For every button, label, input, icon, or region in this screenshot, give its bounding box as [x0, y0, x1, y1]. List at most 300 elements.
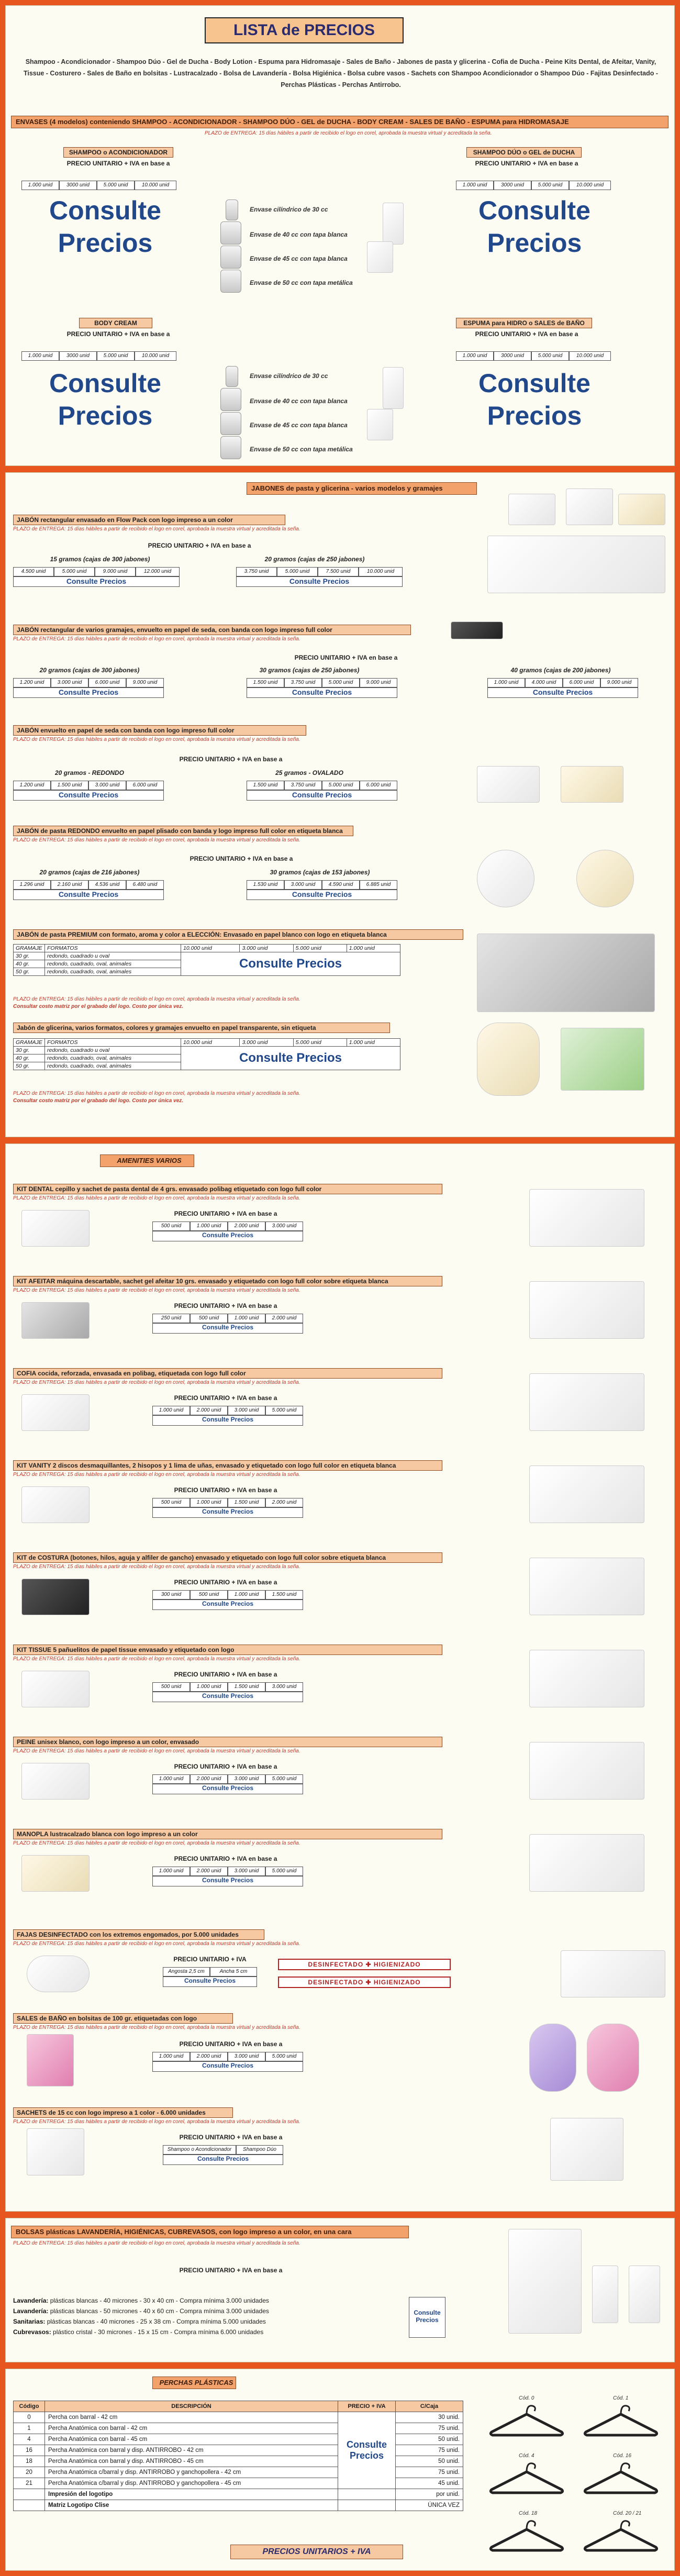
- page-title: LISTA de PRECIOS: [205, 17, 404, 43]
- bolsas-note: PLAZO de ENTREGA: 15 días hábiles a partir de recibido el logo en corel, aprobada la muestra virtual y acreditada la seña.: [13, 2240, 300, 2246]
- amenity-qty: [152, 1590, 303, 1600]
- amenity-photo: [21, 1579, 90, 1615]
- jabon-group-label: 30 gramos (cajas de 153 jabones): [270, 869, 370, 876]
- qty-cell: Ancha 5 cm: [210, 1967, 257, 1977]
- soap-photo: [477, 850, 534, 907]
- sachets-consulte: Consulte Precios: [163, 2155, 283, 2165]
- block-shampoo-title: SHAMPOO o ACONDICIONADOR: [63, 147, 173, 158]
- envase-label: Envase de 50 cc con tapa metálica: [250, 279, 353, 286]
- qty-cell: 1.000 unid: [152, 2052, 190, 2061]
- table-head-cell: 1.000 unid: [347, 945, 400, 952]
- qty-cell: 5.000 unid: [531, 351, 569, 361]
- qty-cell: 9.000 unid: [360, 678, 397, 687]
- qty-cell: 5.000 unid: [265, 1774, 303, 1784]
- jabon-consulte: Consulte Precios: [247, 687, 397, 698]
- qty-cell: 3000 unid: [494, 351, 531, 361]
- sachets-cols: [163, 2145, 283, 2155]
- sales-photo: [27, 2034, 74, 2086]
- qty-cell: 10.000 unid: [569, 351, 611, 361]
- amenity-photo: [21, 1210, 90, 1247]
- qty-cell: 500 unid: [152, 1222, 190, 1231]
- table-row: 16 Percha Anatómica con barral y disp. ANTIRROBO - 42 cm 75 unid.: [14, 2445, 463, 2456]
- glicerina-consulte: Consulte Precios: [181, 1047, 400, 1070]
- table-head-cell: 5.000 unid: [293, 1039, 347, 1047]
- jabon-qty: [13, 678, 164, 687]
- qty-cell: 6.000 unid: [126, 781, 164, 790]
- jabon-note: PLAZO de ENTREGA: 15 días hábiles a partir de recibido el logo en corel, aprobada la muestra virtual y acreditada la seña.: [13, 526, 300, 532]
- table-head-cell: DESCRIPCIÓN: [45, 2401, 338, 2412]
- sales-qty: [152, 2052, 303, 2061]
- jabon-qty: [487, 678, 638, 687]
- table-row: 0 Percha con barral - 42 cm Consulte Precios 30 unid.: [14, 2412, 463, 2423]
- amenity-title: PEINE unisex blanco, con logo impreso a un color, envasado: [13, 1737, 442, 1747]
- amenity-price-label: PRECIO UNITARIO + IVA en base a: [174, 1763, 277, 1770]
- envases-panel: [5, 5, 675, 466]
- bottle-40cc-image: [220, 221, 241, 245]
- amenity-note: PLAZO de ENTREGA: 15 días hábiles a partir de recibido el logo en corel, aprobada la muestra virtual y acreditada la seña.: [13, 1941, 300, 1947]
- jabon-group-label: 25 gramos - OVALADO: [275, 769, 343, 776]
- qty-cell: 10.000 unid: [569, 181, 611, 190]
- qty-cell: 3.000 unid: [51, 678, 88, 687]
- fajas-title: FAJAS DESINFECTADO con los extremos engomados, por 5.000 unidades: [13, 1929, 264, 1940]
- amenity-photo: [21, 1763, 90, 1800]
- envase-label: Envase de 50 cc con tapa metálica: [250, 446, 353, 453]
- premium-table: [13, 944, 400, 976]
- fajas-price-label: PRECIO UNITARIO + IVA: [173, 1956, 247, 1963]
- qty-cell: 1.000 unid: [152, 1867, 190, 1876]
- jabon-note: PLAZO de ENTREGA: 15 días hábiles a partir de recibido el logo en corel, aprobada la muestra virtual y acreditada la seña.: [13, 1091, 300, 1096]
- amenity-price-label: PRECIO UNITARIO + IVA en base a: [174, 1671, 277, 1678]
- table-row: 18 Percha Anatómica con barral y disp. ANTIRROBO - 45 cm 50 unid.: [14, 2456, 463, 2467]
- qty-cell: 1.500 unid: [265, 1590, 303, 1600]
- bottle-30cc-image: [226, 199, 238, 220]
- amenity-photo: [529, 1742, 644, 1800]
- qty-cell: 2.000 unid: [265, 1314, 303, 1323]
- premium-soap-photo: [477, 934, 655, 1012]
- glicerina-soap-photo: [477, 1023, 540, 1096]
- amenity-note: PLAZO de ENTREGA: 15 días hábiles a partir de recibido el logo en corel, aprobada la muestra virtual y acreditada la seña.: [13, 1195, 300, 1201]
- amenity-note: PLAZO de ENTREGA: 15 días hábiles a partir de recibido el logo en corel, aprobada la muestra virtual y acreditada la seña.: [13, 2025, 300, 2030]
- hanger-caption: Cód. 18: [519, 2511, 538, 2516]
- amenity-title: KIT DENTAL cepillo y sachet de pasta dental de 4 grs. envasado polibag etiquetado con logo full color: [13, 1184, 442, 1194]
- jabones-panel: [5, 472, 675, 1137]
- qty-cell: 5.000 unid: [265, 1406, 303, 1415]
- qty-cell: 3.000 unid: [284, 880, 322, 890]
- block-espuma-qty: [456, 351, 611, 361]
- qty-cell: 500 unid: [152, 1682, 190, 1692]
- jabon-qty: [247, 781, 397, 790]
- qty-cell: 3.000 unid: [88, 781, 126, 790]
- block-espuma-title: ESPUMA para HIDRO o SALES de BAÑO: [456, 318, 592, 328]
- qty-cell: 5.000 unid: [265, 2052, 303, 2061]
- block-duo-consulte: Consulte Precios: [478, 196, 590, 258]
- qty-cell: 1.000 unid: [21, 351, 59, 361]
- amenities-banner: AMENITIES VARIOS: [100, 1154, 194, 1167]
- amenity-qty: [152, 1498, 303, 1507]
- amenity-photo: [21, 1855, 90, 1892]
- qty-cell: 3.750 unid: [236, 567, 277, 576]
- qty-cell: 2.000 unid: [190, 1406, 228, 1415]
- jabon-item-title: JABÓN envuelto en papel de seda con banda con logo impreso full color: [13, 725, 306, 736]
- jabon-consulte: Consulte Precios: [13, 687, 164, 698]
- amenity-title: KIT VANITY 2 discos desmaquillantes, 2 hisopos y 1 lima de uñas, envasado y etiquetado con logo full color en etiqueta blanca: [13, 1460, 442, 1471]
- jabones-banner: JABONES de pasta y glicerina - varios modelos y gramajes: [247, 482, 477, 495]
- jabon-qty: [247, 880, 397, 890]
- faja-strip: DESINFECTADO ✚ HIGIENIZADO: [278, 1959, 451, 1970]
- amenity-photo: [21, 1671, 90, 1707]
- table-row: Matriz Logotipo Clise ÚNICA VEZ: [14, 2500, 463, 2511]
- amenity-consulte: Consulte Precios: [152, 1507, 303, 1518]
- qty-cell: 1.500 unid: [247, 781, 284, 790]
- jabon-item-title: JABÓN rectangular envasado en Flow Pack con logo impreso a un color: [13, 515, 285, 525]
- amenity-title: KIT de COSTURA (botones, hilos, aguja y alfiler de gancho) envasado y etiquetado con logo full color sobre etiqueta blanca: [13, 1552, 442, 1563]
- amenity-price-label: PRECIO UNITARIO + IVA en base a: [174, 1210, 277, 1217]
- sachets-photo: [550, 2118, 623, 2181]
- jabon-consulte: Consulte Precios: [236, 576, 403, 587]
- table-head-cell: PRECIO + IVA: [338, 2401, 396, 2412]
- glicerina-footer: Consultar costo matriz por el grabado del logo. Costo por única vez.: [13, 1098, 184, 1104]
- faja-photo: [561, 1950, 665, 1997]
- bolsa-photo: [508, 2229, 582, 2334]
- block-body-title: BODY CREAM: [79, 318, 152, 328]
- table-row: 1 Percha Anatómica con barral - 42 cm 75 unid.: [14, 2423, 463, 2434]
- sales-price-label: PRECIO UNITARIO + IVA en base a: [179, 2040, 283, 2048]
- jabon-note: PLAZO de ENTREGA: 15 días hábiles a partir de recibido el logo en corel, aprobada la muestra virtual y acreditada la seña.: [13, 636, 300, 642]
- amenity-photo: [21, 1486, 90, 1523]
- qty-cell: 1.500 unid: [247, 678, 284, 687]
- jabon-group-label: 20 gramos (cajas de 216 jabones): [39, 869, 140, 876]
- qty-cell: 5.000 unid: [97, 181, 135, 190]
- qty-cell: 2.000 unid: [190, 1774, 228, 1784]
- qty-cell: Shampoo Dúo: [236, 2145, 283, 2155]
- envases-banner: ENVASES (4 modelos) conteniendo SHAMPOO - ACONDICIONADOR - SHAMPOO DÚO - GEL de DUCHA - BODY CREAM - SALES DE BAÑO - ESPUMA para HIDROMASAJE: [11, 116, 668, 128]
- table-head-cell: FORMATOS: [45, 1039, 181, 1047]
- jabon-price-label: PRECIO UNITARIO + IVA en base a: [189, 855, 293, 862]
- block-shampoo-price-label: PRECIO UNITARIO + IVA en base a: [66, 160, 170, 167]
- qty-cell: 5.000 unid: [531, 181, 569, 190]
- amenity-price-label: PRECIO UNITARIO + IVA en base a: [174, 1394, 277, 1402]
- qty-cell: 1.530 unid: [247, 880, 284, 890]
- amenity-title: COFIA cocida, reforzada, envasada en polibag, etiquetada con logo full color: [13, 1368, 442, 1379]
- amenity-consulte: Consulte Precios: [152, 1876, 303, 1886]
- amenity-note: PLAZO de ENTREGA: 15 días hábiles a partir de recibido el logo en corel, aprobada la muestra virtual y acreditada la seña.: [13, 1656, 300, 1662]
- hanger-caption: Cód. 16: [613, 2453, 632, 2459]
- envase-photo: [367, 409, 393, 440]
- qty-cell: 1.000 unid: [190, 1222, 228, 1231]
- premium-consulte: Consulte Precios: [181, 952, 400, 976]
- block-duo-title: SHAMPOO DÚO o GEL de DUCHA: [466, 147, 582, 158]
- jabon-price-label: PRECIO UNITARIO + IVA en base a: [179, 756, 283, 763]
- table-cell: redondo, cuadrado, oval, animales: [45, 960, 181, 968]
- qty-cell: 7.500 unid: [318, 567, 359, 576]
- faja-strip: DESINFECTADO ✚ HIGIENIZADO: [278, 1977, 451, 1988]
- table-cell: 50 gr.: [14, 1062, 45, 1070]
- sales-consulte: Consulte Precios: [152, 2061, 303, 2072]
- bolsa-line: Lavandería: plásticas blancas - 50 micrones - 40 x 60 cm - Compra mínima 3.000 unidades: [13, 2307, 269, 2315]
- table-head-cell: GRAMAJE: [14, 945, 45, 952]
- jabon-item-title: JABÓN rectangular de varios gramajes, envuelto en papel de seda, con banda con logo impreso full color: [13, 625, 411, 635]
- footer-banner: PRECIOS UNITARIOS + IVA: [230, 2545, 403, 2559]
- bottle-30cc-image: [226, 366, 238, 387]
- qty-cell: 2.000 unid: [190, 2052, 228, 2061]
- table-cell: redondo, cuadrado, oval, animales: [45, 1062, 181, 1070]
- amenity-note: PLAZO de ENTREGA: 15 días hábiles a partir de recibido el logo en corel, aprobada la muestra virtual y acreditada la seña.: [13, 1287, 300, 1293]
- qty-cell: 6.480 unid: [126, 880, 164, 890]
- amenity-consulte: Consulte Precios: [152, 1323, 303, 1334]
- jabon-qty: [13, 567, 180, 576]
- jabon-note: PLAZO de ENTREGA: 15 días hábiles a partir de recibido el logo en corel, aprobada la muestra virtual y acreditada la seña.: [13, 837, 300, 843]
- amenity-photo: [529, 1189, 644, 1247]
- qty-cell: 5.000 unid: [97, 351, 135, 361]
- table-cell: 30 gr.: [14, 952, 45, 960]
- qty-cell: 2.000 unid: [228, 1222, 265, 1231]
- perchas-banner: PERCHAS PLÁSTICAS: [152, 2377, 236, 2389]
- qty-cell: 6.000 unid: [88, 678, 126, 687]
- bolsas-panel: [5, 2218, 675, 2362]
- block-shampoo-consulte: Consulte Precios: [49, 196, 161, 258]
- fajas-consulte: Consulte Precios: [163, 1977, 257, 1987]
- qty-cell: 10.000 unid: [135, 351, 176, 361]
- bolsa-line: Cubrevasos: plástico cristal - 30 micrones - 15 x 15 cm - Compra mínima 6.000 unidades: [13, 2328, 264, 2336]
- soap-photo: [618, 494, 665, 525]
- qty-cell: 4.590 unid: [322, 880, 360, 890]
- sachets-photo: [27, 2128, 84, 2175]
- perchas-panel: [5, 2369, 675, 2571]
- jabon-group-label: 40 gramos (cajas de 200 jabones): [510, 667, 611, 674]
- block-body-consulte: Consulte Precios: [49, 369, 161, 430]
- soap-band-photo: [451, 621, 503, 639]
- jabon-item-title: JABÓN de pasta REDONDO envuelto en papel plisado con banda y logo impreso full color en etiqueta blanca: [13, 826, 353, 836]
- amenity-photo: [529, 1373, 644, 1431]
- amenity-qty: [152, 1867, 303, 1876]
- jabon-group-label: 20 gramos - REDONDO: [54, 769, 125, 776]
- qty-cell: 4.536 unid: [88, 880, 126, 890]
- premium-title: JABÓN de pasta PREMIUM con formato, aroma y color a ELECCIÓN: Envasado en papel blanco con logo en etiqueta blanca: [13, 929, 463, 940]
- sachets-price-label: PRECIO UNITARIO + IVA en base a: [179, 2134, 283, 2141]
- table-cell: redondo, cuadrado, oval, animales: [45, 1054, 181, 1062]
- qty-cell: 3.000 unid: [228, 2052, 265, 2061]
- amenity-note: PLAZO de ENTREGA: 15 días hábiles a partir de recibido el logo en corel, aprobada la muestra virtual y acreditada la seña.: [13, 1380, 300, 1385]
- hanger-icon: [582, 2403, 660, 2450]
- amenity-qty: [152, 1222, 303, 1231]
- envase-label: Envase de 40 cc con tapa blanca: [250, 231, 348, 238]
- qty-cell: 9.000 unid: [600, 678, 638, 687]
- qty-cell: 1.500 unid: [51, 781, 88, 790]
- qty-cell: 3.750 unid: [284, 781, 322, 790]
- qty-cell: 2.000 unid: [190, 1867, 228, 1876]
- amenity-title: KIT AFEITAR máquina descartable, sachet gel afeitar 10 grs. envasado y etiquetado con logo full color sobre etiqueta blanca: [13, 1276, 442, 1286]
- bolsa-line: Sanitarias: plásticas blancas - 40 micrones - 25 x 38 cm - Compra mínima 5.000 unidades: [13, 2318, 266, 2325]
- jabon-consulte: Consulte Precios: [13, 890, 164, 900]
- qty-cell: 3.000 unid: [228, 1774, 265, 1784]
- envase-label: Envase de 45 cc con tapa blanca: [250, 255, 348, 262]
- qty-cell: 1.200 unid: [13, 781, 51, 790]
- jabon-group-label: 20 gramos (cajas de 250 jabones): [264, 556, 365, 563]
- qty-cell: 6.000 unid: [360, 781, 397, 790]
- amenity-photo: [529, 1834, 644, 1892]
- hanger-caption: Cód. 0: [519, 2395, 534, 2401]
- qty-cell: 5.000 unid: [277, 567, 318, 576]
- amenity-title: KIT TISSUE 5 pañuelitos de papel tissue envasado y etiquetado con logo: [13, 1645, 442, 1655]
- envase-label: Envase cilíndrico de 30 cc: [250, 372, 328, 380]
- envase-label: Envase cilíndrico de 30 cc: [250, 206, 328, 213]
- qty-cell: 250 unid: [152, 1314, 190, 1323]
- envase-photo: [367, 241, 393, 273]
- bottle-40cc-image: [220, 388, 241, 411]
- table-head-cell: 5.000 unid: [293, 945, 347, 952]
- table-cell: 50 gr.: [14, 968, 45, 976]
- qty-cell: 3.000 unid: [265, 1682, 303, 1692]
- table-row: 20 Percha Anatómica c/barral y disp. ANTIRROBO y ganchopollera - 42 cm 75 unid.: [14, 2467, 463, 2478]
- block-duo-price-label: PRECIO UNITARIO + IVA en base a: [475, 160, 578, 167]
- table-cell: 40 gr.: [14, 1054, 45, 1062]
- jabon-group-label: 15 gramos (cajas de 300 jabones): [50, 556, 150, 563]
- amenity-consulte: Consulte Precios: [152, 1692, 303, 1702]
- qty-cell: 5.000 unid: [322, 678, 360, 687]
- price-list-page: [5, 5, 675, 2571]
- amenity-note: PLAZO de ENTREGA: 15 días hábiles a partir de recibido el logo en corel, aprobada la muestra virtual y acreditada la seña.: [13, 1564, 300, 1570]
- premium-footer: Consultar costo matriz por el grabado del logo. Costo por única vez.: [13, 1004, 184, 1009]
- qty-cell: 5.000 unid: [54, 567, 95, 576]
- qty-cell: 1.296 unid: [13, 880, 51, 890]
- qty-cell: 1.000 unid: [228, 1314, 265, 1323]
- jabon-qty: [13, 880, 164, 890]
- qty-cell: 5.000 unid: [265, 1867, 303, 1876]
- soap-photo: [566, 488, 613, 525]
- jabon-note: PLAZO de ENTREGA: 15 días hábiles a partir de recibido el logo en corel, aprobada la muestra virtual y acreditada la seña.: [13, 996, 300, 1002]
- qty-cell: 1.000 unid: [487, 678, 525, 687]
- hanger-icon: [582, 2460, 660, 2507]
- qty-cell: 1.000 unid: [228, 1590, 265, 1600]
- fajas-cols: [163, 1967, 257, 1977]
- table-head-cell: GRAMAJE: [14, 1039, 45, 1047]
- hanger-caption: Cód. 1: [613, 2395, 629, 2401]
- qty-cell: 5.000 unid: [322, 781, 360, 790]
- envase-label: Envase de 40 cc con tapa blanca: [250, 397, 348, 405]
- hanger-icon: [487, 2518, 566, 2565]
- soap-photo: [477, 766, 540, 803]
- qty-cell: 9.000 unid: [126, 678, 164, 687]
- jabon-consulte: Consulte Precios: [247, 790, 397, 801]
- intro-text: Shampoo - Acondicionador - Shampoo Dúo - Gel de Ducha - Body Lotion - Espuma para Hidromasaje - Sales de Baño - Jabones de pasta y glicerina - Cofia de Ducha - Peine Kits Dental, de Afeitar, Vanity, Tissue - Costurero - Sales de Baño en bolsitas - Lustracalzado - Bolsa de Lavandería - Bolsa Higiénica - Bolsa cubre vasos - Sachets con Shampoo Acondicionador o Shampoo Dúo - Fajitas Desinfectado - Perchas Plásticas - Perchas Antirrobo.: [23, 58, 659, 88]
- envase-photo: [383, 203, 404, 245]
- amenity-qty: [152, 1774, 303, 1784]
- sales-photo: [587, 2024, 639, 2092]
- qty-cell: 12.000 unid: [136, 567, 180, 576]
- amenity-photo: [529, 1558, 644, 1615]
- qty-cell: 9.000 unid: [95, 567, 136, 576]
- qty-cell: 300 unid: [152, 1590, 190, 1600]
- amenity-consulte: Consulte Precios: [152, 1231, 303, 1241]
- amenity-price-label: PRECIO UNITARIO + IVA en base a: [174, 1579, 277, 1586]
- jabon-qty: [13, 781, 164, 790]
- table-row: Impresión del logotipo por unid.: [14, 2489, 463, 2500]
- amenity-note: PLAZO de ENTREGA: 15 días hábiles a partir de recibido el logo en corel, aprobada la muestra virtual y acreditada la seña.: [13, 1472, 300, 1478]
- hanger-icon: [487, 2460, 566, 2507]
- jabon-qty: [247, 678, 397, 687]
- jabon-qty: [236, 567, 403, 576]
- qty-cell: 6.885 unid: [360, 880, 397, 890]
- amenity-qty: [152, 1406, 303, 1415]
- hanger-icon: [582, 2518, 660, 2565]
- qty-cell: 2.000 unid: [265, 1498, 303, 1507]
- amenities-panel: [5, 1143, 675, 2212]
- qty-cell: 3.000 unid: [228, 1406, 265, 1415]
- bottle-45cc-image: [220, 412, 241, 435]
- table-head-cell: 1.000 unid: [347, 1039, 400, 1047]
- qty-cell: 10.000 unid: [359, 567, 403, 576]
- perchas-table: [13, 2401, 463, 2511]
- bolsas-banner: BOLSAS plásticas LAVANDERÍA, HIGIÉNICAS, CUBREVASOS, con logo impreso a un color, en una cara: [11, 2226, 409, 2238]
- amenity-price-label: PRECIO UNITARIO + IVA en base a: [174, 1486, 277, 1494]
- jabon-note: PLAZO de ENTREGA: 15 días hábiles a partir de recibido el logo en corel, aprobada la muestra virtual y acreditada la seña.: [13, 737, 300, 742]
- qty-cell: 1.000 unid: [21, 181, 59, 190]
- qty-cell: 1.000 unid: [456, 351, 494, 361]
- amenity-photo: [529, 1465, 644, 1523]
- qty-cell: 4.500 unid: [13, 567, 54, 576]
- table-head-cell: C/Caja: [396, 2401, 463, 2412]
- amenity-note: PLAZO de ENTREGA: 15 días hábiles a partir de recibido el logo en corel, aprobada la muestra virtual y acreditada la seña.: [13, 1840, 300, 1846]
- hanger-icon: [487, 2403, 566, 2450]
- table-cell: redondo, cuadrado, oval, animales: [45, 968, 181, 976]
- qty-cell: 1.000 unid: [190, 1498, 228, 1507]
- perchas-consulte: Consulte Precios: [338, 2412, 396, 2489]
- envase-photo: [383, 367, 404, 409]
- bolsas-price-label: PRECIO UNITARIO + IVA en base a: [179, 2267, 283, 2274]
- qty-cell: 3000 unid: [59, 351, 97, 361]
- soap-photo: [561, 766, 623, 803]
- soap-photo: [576, 850, 634, 907]
- amenity-qty: [152, 1314, 303, 1323]
- glicerina-table: [13, 1038, 400, 1070]
- amenity-price-label: PRECIO UNITARIO + IVA en base a: [174, 1302, 277, 1309]
- block-shampoo-qty: [21, 181, 176, 190]
- bolsa-photo: [629, 2266, 660, 2323]
- soap-photo: [487, 536, 665, 593]
- qty-cell: 1.000 unid: [152, 1774, 190, 1784]
- qty-cell: 1.000 unid: [152, 1406, 190, 1415]
- sales-photo: [529, 2024, 576, 2092]
- amenity-consulte: Consulte Precios: [152, 1784, 303, 1794]
- qty-cell: 1.000 unid: [456, 181, 494, 190]
- qty-cell: 2.160 unid: [51, 880, 88, 890]
- envases-note: PLAZO de ENTREGA: 15 días hábiles a partir de recibido el logo en corel, aprobada la muestra virtual y acreditada la seña.: [205, 130, 492, 136]
- jabon-consulte: Consulte Precios: [247, 890, 397, 900]
- table-head-cell: FORMATOS: [45, 945, 181, 952]
- qty-cell: 1.000 unid: [190, 1682, 228, 1692]
- amenity-qty: [152, 1682, 303, 1692]
- table-cell: 40 gr.: [14, 960, 45, 968]
- amenity-title: MANOPLA lustracalzado blanca con logo impreso a un color: [13, 1829, 442, 1839]
- amenity-consulte: Consulte Precios: [152, 1415, 303, 1426]
- table-head-cell: 10.000 unid: [181, 945, 240, 952]
- block-espuma-price-label: PRECIO UNITARIO + IVA en base a: [475, 330, 578, 338]
- block-duo-qty: [456, 181, 611, 190]
- qty-cell: 3.000 unid: [228, 1867, 265, 1876]
- qty-cell: 3000 unid: [494, 181, 531, 190]
- amenity-consulte: Consulte Precios: [152, 1600, 303, 1610]
- amenity-photo: [21, 1394, 90, 1431]
- qty-cell: 3.000 unid: [265, 1222, 303, 1231]
- table-row: 21 Percha Anatómica c/barral y disp. ANTIRROBO y ganchopollera - 45 cm 45 unid.: [14, 2478, 463, 2489]
- qty-cell: 500 unid: [190, 1590, 228, 1600]
- hanger-caption: Cód. 20 / 21: [613, 2511, 642, 2516]
- hanger-caption: Cód. 4: [519, 2453, 534, 2459]
- bolsa-photo: [592, 2266, 618, 2323]
- jabon-consulte: Consulte Precios: [13, 576, 180, 587]
- amenity-note: PLAZO de ENTREGA: 15 días hábiles a partir de recibido el logo en corel, aprobada la muestra virtual y acreditada la seña.: [13, 1748, 300, 1754]
- envase-label: Envase de 45 cc con tapa blanca: [250, 421, 348, 429]
